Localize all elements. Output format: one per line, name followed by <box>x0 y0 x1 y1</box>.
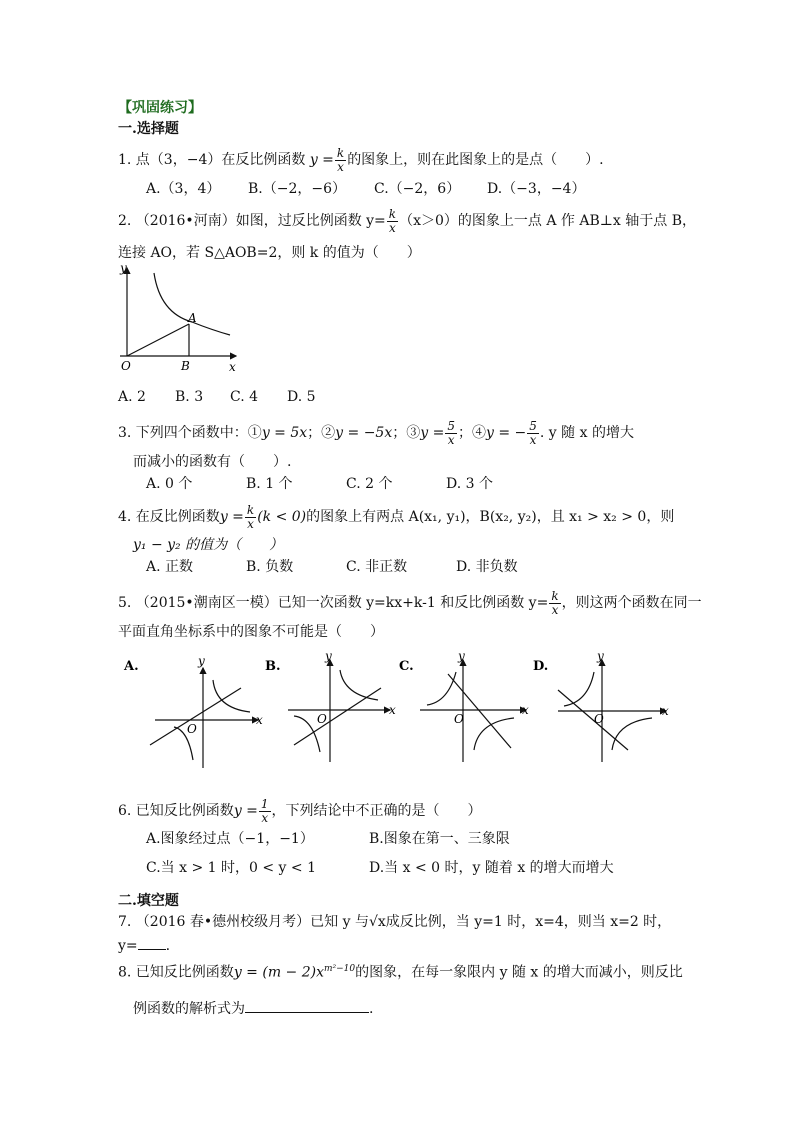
q4-text-b: 的图象上有两点 A(x₁, y₁)，B(x₂, y₂)，且 x₁ > x₂ > 0，则 <box>306 509 675 526</box>
q5-b-branch-1 <box>340 670 378 700</box>
q5-d-branch-1 <box>564 672 594 706</box>
q3-option-d[interactable]: D. 3 个 <box>446 476 493 492</box>
q5-frac-denominator: x <box>549 603 560 617</box>
q1-frac-numerator: k <box>336 146 345 160</box>
q5-text-a: 5. （2015•潮南区一模）已知一次函数 y=kx+k-1 和反比例函数 y= <box>118 595 549 612</box>
q3-line-2: 而减小的函数有（ ）. <box>133 454 292 470</box>
q4-text-a: 4. 在反比例函数 <box>118 509 220 526</box>
q3-text-a: 3. 下列四个函数中：① <box>118 425 262 442</box>
q7-y-prefix: y= <box>118 938 138 954</box>
q4-frac-denominator: x <box>245 517 256 531</box>
q5-a-y-label: y <box>198 654 205 668</box>
q3-func-1: y = 5x <box>261 425 308 442</box>
q6-func-lhs: y = <box>233 803 258 820</box>
q8-end: . <box>369 1001 374 1017</box>
q1-func-lhs: y = <box>309 152 334 169</box>
q5-c-origin-label: O <box>454 712 464 726</box>
q5-d-branch-2 <box>612 718 652 750</box>
q2-option-b[interactable]: B. 3 <box>175 389 204 405</box>
q5-graph-d[interactable] <box>533 650 669 762</box>
question-8 <box>118 965 683 980</box>
q2-frac-numerator: k <box>388 207 397 221</box>
q4-option-a[interactable]: A. 正数 <box>146 559 194 575</box>
q3-func-2: y = −5x <box>335 425 393 442</box>
q4-option-c[interactable]: C. 非正数 <box>346 559 408 575</box>
q3-frac4-denominator: x <box>527 433 539 447</box>
q2-frac-denominator: x <box>387 221 398 235</box>
q5-graph-b-label: B. <box>265 659 281 674</box>
q5-a-x-label: x <box>256 713 263 727</box>
q7-line-2: y= . <box>118 938 171 954</box>
q8-answer-blank[interactable] <box>245 1000 369 1013</box>
q8-exponent: m²−10 <box>324 964 356 974</box>
q3-fraction-3 <box>445 420 457 446</box>
q1-fraction <box>335 147 346 173</box>
q8-text-a: 8. 已知反比例函数 <box>118 964 234 981</box>
q3-func-3-lhs: y = <box>420 425 445 442</box>
q4-condition: (k < 0) <box>257 509 307 526</box>
q4-fraction <box>245 504 256 530</box>
q3-sep-2: ；③ <box>392 425 421 442</box>
q2-text-b: （x＞0）的图象上一点 A 作 AB⊥x 轴于点 B， <box>399 213 696 230</box>
q5-text-b: ，则这两个函数在同一 <box>561 595 702 612</box>
q5-d-x-label: x <box>662 704 669 718</box>
q5-c-x-label: x <box>522 703 529 717</box>
q5-graph-a[interactable] <box>123 654 263 768</box>
q4-option-b[interactable]: B. 负数 <box>246 559 294 575</box>
q8-line-2 <box>133 1000 373 1016</box>
q2-option-c[interactable]: C. 4 <box>230 389 259 405</box>
q6-frac-numerator: 1 <box>260 797 269 811</box>
q5-b-y-label: y <box>325 650 332 663</box>
q6-text-a: 6. 已知反比例函数 <box>118 803 234 820</box>
q5-d-line <box>558 690 628 750</box>
q5-c-branch-1 <box>427 672 456 705</box>
q3-frac3-denominator: x <box>445 433 457 447</box>
q3-option-a[interactable]: A. 0 个 <box>146 476 193 492</box>
q3-frac3-numerator: 5 <box>447 419 455 433</box>
q5-c-y-label: y <box>458 650 465 663</box>
q3-frac4-numerator: 5 <box>529 419 537 433</box>
q5-fraction <box>549 590 560 616</box>
question-2 <box>118 208 696 234</box>
q3-sep-3: ；④ <box>457 425 486 442</box>
q1-frac-denominator: x <box>335 160 346 174</box>
q5-b-line <box>294 688 381 745</box>
q2-text-a: 2. （2016•河南）如图，过反比例函数 y= <box>118 213 386 230</box>
q3-text-b: . y 随 x 的增大 <box>539 425 634 442</box>
q5-frac-numerator: k <box>551 589 559 603</box>
q8-func: y = (m − 2)x <box>233 964 324 981</box>
q5-graph-b[interactable] <box>265 650 396 762</box>
q2-point-b-label: B <box>181 359 190 373</box>
q2-line-ao <box>127 324 189 356</box>
q6-option-d[interactable]: D.当 x < 0 时，y 随着 x 的增大而增大 <box>369 860 614 876</box>
q6-option-c[interactable]: C.当 x > 1 时，0 < y < 1 <box>146 860 316 876</box>
q2-x-label: x <box>229 360 236 374</box>
q3-func-4-lhs: y = − <box>485 425 527 442</box>
q6-fraction <box>259 798 271 824</box>
q2-origin-label: O <box>121 359 131 373</box>
q5-d-y-label: y <box>597 650 604 663</box>
q6-frac-denominator: x <box>259 811 271 825</box>
q3-sep-1: ；② <box>307 425 336 442</box>
question-3 <box>118 420 634 446</box>
q4-func-lhs: y = <box>219 509 244 526</box>
q5-a-line <box>150 688 241 745</box>
q1-option-b[interactable]: B.（−2，−6） <box>248 181 347 197</box>
q7-answer-blank[interactable] <box>138 937 166 950</box>
q3-fraction-4 <box>527 420 539 446</box>
page-title: 【巩固练习】 <box>118 100 202 116</box>
q5-graph-c[interactable] <box>399 650 529 762</box>
q5-c-line <box>448 674 511 748</box>
q6-option-b[interactable]: B.图象在第一、三象限 <box>369 831 510 847</box>
q3-option-c[interactable]: C. 2 个 <box>346 476 393 492</box>
q5-a-branch-1 <box>213 680 250 712</box>
q5-d-origin-label: O <box>594 712 604 726</box>
q2-graph <box>112 258 242 374</box>
q1-text-b: 的图象上，则在此图象上的是点（ ）. <box>347 152 604 169</box>
q4-option-d[interactable]: D. 非负数 <box>456 559 518 575</box>
q5-graphs <box>118 650 678 775</box>
q5-b-origin-label: O <box>317 712 327 726</box>
q1-option-a[interactable]: A.（3，4） <box>146 181 221 197</box>
q2-fraction <box>387 208 398 234</box>
q4-frac-numerator: k <box>246 503 255 517</box>
question-7: 7. （2016 春•德州校级月考）已知 y 与√x成反比例，当 y=1 时，x=4，则当 x=2 时， <box>118 914 672 930</box>
q5-graph-d-label: D. <box>533 659 549 674</box>
q8-text-b: 的图象，在每一象限内 y 随 x 的增大而减小，则反比 <box>355 964 683 981</box>
section-fill-heading: 二.填空题 <box>118 893 179 909</box>
q1-option-c[interactable]: C.（−2，6） <box>374 181 461 197</box>
q2-hyperbola <box>154 273 230 335</box>
question-5 <box>118 590 702 616</box>
q2-point-a-label: A <box>188 311 197 325</box>
q1-option-d[interactable]: D.（−3，−4） <box>487 181 586 197</box>
q5-graph-a-label: A. <box>124 659 139 674</box>
q1-text-a: 1. 点（3，−4）在反比例函数 <box>118 152 306 169</box>
q6-text-b: ，下列结论中不正确的是（ ） <box>271 803 482 820</box>
q5-a-origin-label: O <box>187 722 197 736</box>
q5-graph-c-label: C. <box>399 659 414 674</box>
question-1 <box>118 147 604 173</box>
q4-line-2: y₁ − y₂ 的值为（ ） <box>133 537 284 553</box>
q5-b-x-label: x <box>389 703 396 717</box>
q2-option-a[interactable]: A. 2 <box>118 389 146 405</box>
question-4 <box>118 504 674 530</box>
q2-option-d[interactable]: D. 5 <box>287 389 316 405</box>
q8-line-2-text: 例函数的解析式为 <box>133 1001 245 1017</box>
section-choice-heading: 一.选择题 <box>118 121 179 137</box>
q6-option-a[interactable]: A.图象经过点（−1，−1） <box>146 831 314 847</box>
question-6 <box>118 798 482 824</box>
q2-y-label: y <box>120 261 127 275</box>
q5-line-2: 平面直角坐标系中的图象不可能是（ ） <box>118 624 384 640</box>
q3-option-b[interactable]: B. 1 个 <box>246 476 293 492</box>
q2-line-2: 连接 AO，若 S△AOB=2，则 k 的值为（ ） <box>118 245 421 261</box>
